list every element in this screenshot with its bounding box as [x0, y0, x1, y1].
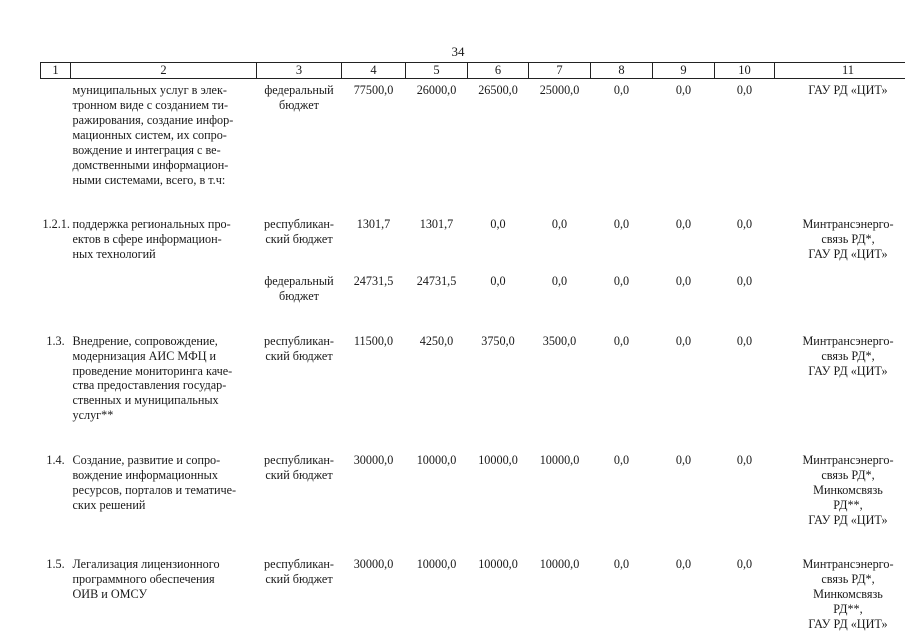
table-row — [41, 334, 905, 423]
value-col-4: 30000,0 — [353, 453, 394, 467]
funding-source — [257, 262, 342, 304]
measure-name-line: проведение мониторинга каче- — [72, 363, 233, 378]
funding-source — [257, 334, 342, 423]
funding-source-line: бюджет — [279, 98, 319, 113]
table-row — [41, 557, 905, 631]
executor — [775, 557, 905, 631]
executor-line: связь РД*, — [821, 467, 875, 482]
value-col-9: 0,0 — [675, 217, 692, 232]
value-col-10: 0,0 — [736, 217, 753, 232]
funding-source-line: республикан- — [264, 557, 334, 572]
executor — [775, 334, 905, 423]
executor — [775, 262, 905, 304]
header-col-6: 6 — [468, 63, 529, 79]
row-number: 1.5. — [46, 557, 65, 572]
value-col-10: 0,0 — [736, 83, 753, 98]
measure-name-line: ных технологий — [72, 247, 156, 262]
executor-line: Минтрансэнерго- — [802, 217, 894, 232]
value-col-7: 0,0 — [551, 274, 568, 288]
header-col-10: 10 — [715, 63, 775, 79]
funding-source-line: федеральный — [264, 83, 334, 98]
executor-line: Минтрансэнерго- — [802, 453, 894, 467]
page-number: 34 — [451, 44, 465, 59]
value-col-9: 0,0 — [675, 83, 692, 98]
measure-name-line: программного обеспечения — [72, 572, 215, 587]
row-number — [41, 79, 71, 188]
value-col-8: 0,0 — [613, 557, 630, 572]
measure-name-line: ными системами, всего, в т.ч: — [72, 172, 226, 187]
value-col-8: 0,0 — [613, 217, 630, 232]
measure-name — [71, 557, 257, 631]
executor-line: ГАУ РД «ЦИТ» — [808, 363, 888, 378]
executor — [775, 453, 905, 527]
funding-source-line: ский бюджет — [265, 572, 333, 587]
value-col-7: 10000,0 — [539, 453, 580, 467]
executor-line: Минтрансэнерго- — [802, 333, 894, 348]
funding-source-line: республикан- — [264, 217, 334, 232]
executor-line: ГАУ РД «ЦИТ» — [808, 83, 888, 98]
executor-line: ГАУ РД «ЦИТ» — [808, 512, 888, 527]
measure-name — [71, 217, 257, 262]
table-row — [41, 79, 905, 188]
row-number — [41, 262, 71, 304]
measure-name-line: ства предоставления государ- — [72, 378, 227, 393]
measure-name-line: ражирования, создание инфор- — [72, 113, 234, 127]
value-col-9: 0,0 — [675, 333, 692, 348]
measure-name-line: домственными информацион- — [72, 157, 229, 172]
value-col-5: 10000,0 — [416, 557, 457, 572]
funding-source — [257, 453, 342, 527]
value-col-10: 0,0 — [736, 333, 753, 348]
value-col-5: 4250,0 — [419, 333, 454, 348]
header-col-9: 9 — [653, 63, 715, 79]
measure-name-line: ектов в сфере информацион- — [72, 232, 222, 247]
executor-line: связь РД*, — [821, 572, 875, 587]
measure-name-line: Внедрение, сопровождение, — [72, 333, 218, 348]
measure-name — [71, 334, 257, 423]
value-col-4: 24731,5 — [353, 274, 394, 288]
value-col-7: 25000,0 — [539, 83, 580, 98]
measure-name — [71, 79, 257, 188]
value-col-10: 0,0 — [736, 274, 753, 288]
value-col-7: 3500,0 — [542, 333, 577, 348]
measure-name-line: услуг** — [72, 408, 114, 423]
measure-name-line: ресурсов, порталов и тематиче- — [72, 482, 237, 497]
funding-source-line: ский бюджет — [265, 467, 333, 482]
executor — [775, 217, 905, 262]
funding-source-line: республикан- — [264, 453, 334, 467]
value-col-8: 0,0 — [613, 274, 630, 288]
row-number: 1.3. — [46, 333, 65, 348]
row-spacer — [41, 527, 905, 557]
value-col-5: 10000,0 — [416, 453, 457, 467]
header-col-11: 11 — [775, 63, 905, 79]
value-col-9: 0,0 — [675, 453, 692, 467]
row-spacer — [41, 423, 905, 453]
measure-name-line: вождение и интеграция с ве- — [72, 142, 221, 157]
executor-line: Минкомсвязь — [813, 587, 883, 602]
executor-line: ГАУ РД «ЦИТ» — [808, 616, 888, 631]
executor-line: Минкомсвязь — [813, 482, 883, 497]
row-number: 1.4. — [46, 453, 65, 467]
value-col-6: 3750,0 — [481, 333, 515, 348]
measure-name-line: Легализация лицензионного — [72, 557, 220, 572]
measure-name-line: ственных и муниципальных — [72, 393, 219, 408]
header-col-1: 1 — [41, 63, 71, 79]
value-col-4: 77500,0 — [353, 83, 394, 98]
value-col-6: 0,0 — [490, 217, 506, 232]
row-spacer-cell — [41, 527, 905, 557]
funding-source-line: бюджет — [279, 288, 319, 303]
funding-source — [257, 217, 342, 262]
value-col-10: 0,0 — [736, 453, 753, 467]
executor-line: связь РД*, — [821, 232, 875, 247]
funding-source-line: ский бюджет — [265, 232, 333, 247]
value-col-10: 0,0 — [736, 557, 753, 572]
budget-table — [40, 62, 905, 632]
row-spacer-cell — [41, 187, 905, 217]
executor-line: Минтрансэнерго- — [802, 557, 894, 572]
value-col-4: 30000,0 — [353, 557, 394, 572]
value-col-6: 26500,0 — [478, 83, 518, 98]
row-spacer-cell — [41, 304, 905, 334]
measure-name-line: поддержка региональных про- — [72, 217, 231, 232]
header-col-4: 4 — [342, 63, 406, 79]
value-col-8: 0,0 — [613, 83, 630, 98]
value-col-7: 10000,0 — [539, 557, 580, 572]
funding-source — [257, 557, 342, 631]
measure-name-line: мационных систем, их сопро- — [72, 127, 227, 142]
measure-name — [71, 453, 257, 527]
header-row — [41, 63, 905, 79]
funding-source — [257, 79, 342, 188]
funding-source-line: республикан- — [264, 333, 334, 348]
table-body — [41, 79, 905, 632]
value-col-4: 11500,0 — [353, 333, 394, 348]
table-row — [41, 217, 905, 262]
executor-line: РД**, — [833, 497, 863, 512]
value-col-8: 0,0 — [613, 453, 630, 467]
measure-name-line: вождение информационных — [72, 467, 218, 482]
value-col-4: 1301,7 — [356, 217, 391, 232]
value-col-9: 0,0 — [675, 274, 692, 288]
measure-name-line: ских решений — [72, 497, 146, 512]
value-col-5: 1301,7 — [419, 217, 454, 232]
row-spacer — [41, 304, 905, 334]
measure-name-line: ОИВ и ОМСУ — [72, 587, 148, 602]
header-col-8: 8 — [591, 63, 653, 79]
row-spacer-cell — [41, 423, 905, 453]
funding-source-line: ский бюджет — [265, 348, 333, 363]
value-col-6: 10000,0 — [478, 453, 518, 467]
measure-name-line: Создание, развитие и сопро- — [72, 453, 221, 467]
value-col-9: 0,0 — [675, 557, 692, 572]
row-spacer — [41, 187, 905, 217]
row-number: 1.2.1. — [42, 217, 70, 232]
funding-source-line: федеральный — [264, 274, 334, 288]
executor — [775, 79, 905, 188]
value-col-5: 26000,0 — [416, 83, 457, 98]
measure-name — [71, 262, 257, 304]
header-col-5: 5 — [406, 63, 468, 79]
value-col-6: 0,0 — [490, 274, 506, 288]
measure-name-line: модернизация АИС МФЦ и — [72, 348, 217, 363]
executor-line: ГАУ РД «ЦИТ» — [808, 247, 888, 262]
header-col-3: 3 — [257, 63, 342, 79]
header-col-7: 7 — [529, 63, 591, 79]
value-col-8: 0,0 — [613, 333, 630, 348]
table-row — [41, 453, 905, 527]
value-col-6: 10000,0 — [478, 557, 518, 572]
table-row — [41, 262, 905, 304]
executor-line: РД**, — [833, 602, 863, 616]
executor-line: связь РД*, — [821, 348, 875, 363]
value-col-5: 24731,5 — [416, 274, 457, 288]
header-col-2: 2 — [71, 63, 257, 79]
measure-name-line: тронном виде с созданием ти- — [72, 98, 229, 113]
value-col-7: 0,0 — [551, 217, 568, 232]
measure-name-line: муниципальных услуг в элек- — [72, 83, 227, 98]
